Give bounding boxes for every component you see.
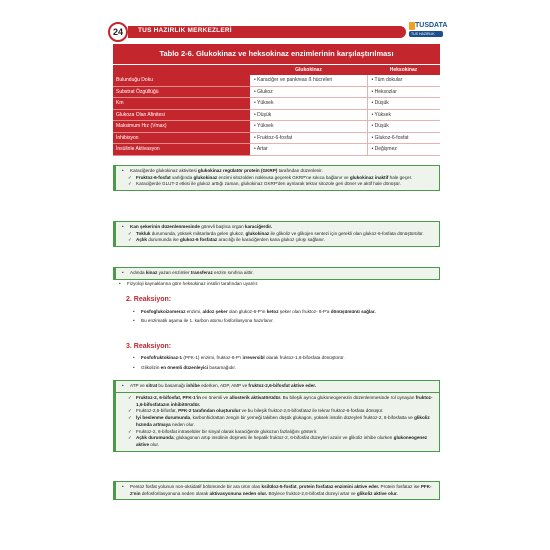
list-item: [122, 484, 434, 497]
check-icon: ✓: [128, 395, 132, 400]
table-grid: [113, 64, 440, 156]
reaction-3-heading: 3. Reaksiyon:: [126, 343, 172, 350]
paragraph: Fosfoglukoizomeraz enzimi, aldoz şeker olan glukoz-6-P'ın ketoz şeker olan fruktoz- 6-P'a dönüşümünü sağlar.: [141, 309, 376, 314]
row-label: Km: [113, 98, 250, 110]
list-item: [133, 355, 440, 362]
row-label: İnsülinle Aktivasyon: [113, 144, 250, 156]
bullet-icon: •: [122, 168, 124, 173]
bullet-icon: •: [119, 281, 121, 286]
table-cell: • Değişmez: [367, 144, 440, 156]
list-item: [122, 231, 434, 238]
paragraph: ATP ve sitrat bu basamağı inhibe ederken, ADP, AMP ve fruktoz-2,6-bifosfat aktive eder.: [130, 383, 317, 388]
atp-regulation-box: [113, 380, 440, 393]
bullet-icon: •: [122, 383, 124, 388]
reaction-2-heading: 2. Reaksiyon:: [126, 296, 172, 303]
list-item: [119, 281, 440, 288]
list-item: [122, 415, 434, 428]
check-icon: ✓: [128, 415, 132, 421]
bullet-icon: •: [133, 355, 135, 360]
table-row: [113, 86, 440, 98]
paragraph: Pentoz fosfat yolunun non-oksidatif bölümünde bir ara ürün olan ksilüloz-5-fosfat, protein fosfataz enzimini aktive eder. Protein fosfataz ise PFK-2'nin defosforilasyonuna neden olarak aktivasyonuna neden olur. Böylece fruktoz-2,6-bifosfat düzeyi artar ve glikoliz aktive olur.: [130, 484, 432, 496]
list-item: [122, 435, 434, 448]
paragraph: Bu enzimatik aşama ile 1. karbon atomu fosforilasyona hazırlanır.: [141, 317, 274, 323]
check-icon: ✓: [128, 428, 132, 434]
list-item: [122, 224, 434, 231]
table-row: [113, 75, 440, 87]
table-cell: • Karaciğer ve pankreas ß hücreleri: [250, 75, 367, 87]
paragraph: Fosfofruktokinaz-1 (PFK-1) enzimi, fruktoz-6-P'ı irreversibl olarak fruktoz-1,6-bifosfata dönüştürür.: [141, 355, 345, 360]
tusdata-logo: [409, 20, 448, 42]
table-cell: • Fruktoz-6-fosfat: [250, 132, 367, 144]
bullet-icon: •: [122, 224, 124, 229]
check-icon: ✓: [128, 181, 132, 187]
list-item: [122, 270, 434, 277]
gkrp-info-box: [113, 165, 440, 191]
list-item: [133, 318, 440, 325]
table-title: Tablo 2-6. Glukokinaz ve heksokinaz enzimlerinin karşılaştırılması: [113, 44, 440, 64]
paragraph: Adında kinaz yazan enzimler transferaz enzim sınıfına aittir.: [130, 270, 254, 275]
kinaz-note-box: [113, 267, 440, 280]
row-label: Substrat Özgüllüğü: [113, 86, 250, 98]
row-label: İnhibisyon: [113, 132, 250, 144]
page-number: 24: [108, 22, 128, 42]
paragraph: Kan şekerinin düzenlenmesinde görevli başlıca organ karaciğerdir.: [130, 224, 273, 229]
bullet-icon: •: [133, 364, 135, 370]
column-header: [113, 65, 250, 75]
paragraph: Karaciğerde glukokinaz aktivitesi glukokinaz regülatör protein (GKRP) tarafından düzenlenir.: [130, 168, 323, 173]
table-cell: • Yüksek: [250, 98, 367, 110]
header-title: TUS HAZIRLIK MERKEZLERİ: [138, 27, 232, 34]
column-header: Heksokinaz: [367, 65, 440, 75]
table-row: [113, 144, 440, 156]
table-cell: • Düşük: [367, 98, 440, 110]
row-label: Bulunduğu Doku: [113, 75, 250, 87]
list-item: [122, 237, 434, 244]
paragraph: Fruktoz-2, 6-bifosfat, PFK-1'in en önemli ve allosterik aktivatörüdür. Bu bileşik ayrıca glukoneogenezin düzenlenmesinde rol oynayan fruktoz-1,6-bifosfatazın inhibitörüdür.: [136, 395, 433, 407]
paragraph: İyi beslenme durumunda, karbonhidrattan zengin bir yemeği takiben düşük glukagon, yüksek insülin düzeyleri fruktoz-2, 6-bifosfatta ve glikoliz hızında artmaya neden olur.: [136, 415, 430, 427]
header-bar: [128, 26, 406, 38]
paragraph: Fizyoloji kaynaklarına göre heksokinaz insülin tarafından uyarılır.: [127, 281, 259, 286]
table-cell: • Yüksek: [250, 121, 367, 133]
bullet-icon: •: [133, 309, 135, 314]
paragraph: Açlık durumunda; glukagonun artıp insülinin düşmesi ile hepatik fruktoz-2, 6-bifosfat düzeyleri azalır ve glikoliz inhibe olurken glukoneogenez aktive olur.: [136, 435, 428, 447]
pentose-phosphate-box: [113, 481, 440, 500]
bullet-icon: •: [133, 317, 135, 323]
list-item: [122, 383, 434, 390]
reaction-2-body: [113, 309, 440, 324]
reaction-3-body: [113, 355, 440, 371]
paragraph: Açlık durumunda ise glukoz-6 fosfataz aracılığı ile karaciğerden kana glukoz çıkışı sağlanır.: [136, 237, 325, 243]
paragraph: Karaciğerde GLUT-2 etkisi ile glukoz arttığı zaman, glukokinaz GKRP'den ayrılarak tekrar sitozole geri döner ve aktif hale dönüşür.: [136, 181, 401, 187]
list-item: [122, 429, 434, 436]
table-header-row: [113, 65, 440, 75]
table-cell: • Glukoz: [250, 86, 367, 98]
list-item: [133, 365, 440, 372]
table-cell: • Heksozlar: [367, 86, 440, 98]
column-header: Glukokinaz: [250, 65, 367, 75]
table-cell: • Düşük: [250, 109, 367, 121]
list-item: [122, 175, 434, 182]
paragraph: Fruktoz-2, 6-bifosfat intraselüler bir sinyal olarak karaciğerde glukozun fazlalığını gösterir.: [136, 428, 318, 434]
fructose-bisphosphate-box: [113, 392, 440, 452]
list-item: [122, 395, 434, 408]
hexokinase-note: [113, 281, 440, 288]
table-cell: • Glukoz-6-fosfat: [367, 132, 440, 144]
blood-sugar-box: [113, 221, 440, 247]
list-item: [122, 168, 434, 175]
table-cell: • Artar: [250, 144, 367, 156]
check-icon: ✓: [128, 237, 132, 243]
list-item: [122, 181, 434, 188]
check-icon: ✓: [128, 174, 132, 180]
table-cell: • Tüm dokular: [367, 75, 440, 87]
paragraph: Fruktoz-6-fosfat varlığında glukokinaz enzimi sitozolden nükleusa geçerek GKRP'ne sıkıca bağlanır ve glukokinaz inaktif hale geçer.: [136, 174, 413, 180]
table-cell: • Düşük: [367, 121, 440, 133]
paragraph: Glikolizin en önemli düzenleyici basamağıdır.: [141, 364, 236, 370]
bullet-icon: •: [122, 270, 124, 275]
check-icon: ✓: [128, 435, 132, 441]
comparison-table: [113, 44, 440, 156]
paragraph: Tokluk durumunda, yüksek miktarlarda gelen glukoz, glukokinaz ile glikoliz ve glikojen sentezi için gerekli olan glukoz-6-fosfata dönüştürülür.: [136, 230, 424, 236]
paragraph: Fruktoz-2,6-bifosfat, PFK-2 tarafından oluşturulur ve bu bileşik fruktoz-2,6-bifosfataz ile tekrar fruktoz-6-fosfata dönüşür.: [136, 408, 384, 414]
list-item: [133, 309, 440, 316]
row-label: Maksimum Hız (Vmax): [113, 121, 250, 133]
bullet-icon: •: [122, 484, 124, 489]
row-label: Glukoza Olan Afinitesi: [113, 109, 250, 121]
check-icon: ✓: [128, 230, 132, 236]
logo-sub-text: TUS HAZIRLIK MERKEZLERİ: [411, 32, 435, 42]
table-row: [113, 121, 440, 133]
table-row: [113, 132, 440, 144]
check-icon: ✓: [128, 408, 132, 414]
logo-main-text: TUSDATA: [415, 22, 448, 29]
table-row: [113, 109, 440, 121]
table-row: [113, 98, 440, 110]
table-cell: • Yüksek: [367, 109, 440, 121]
